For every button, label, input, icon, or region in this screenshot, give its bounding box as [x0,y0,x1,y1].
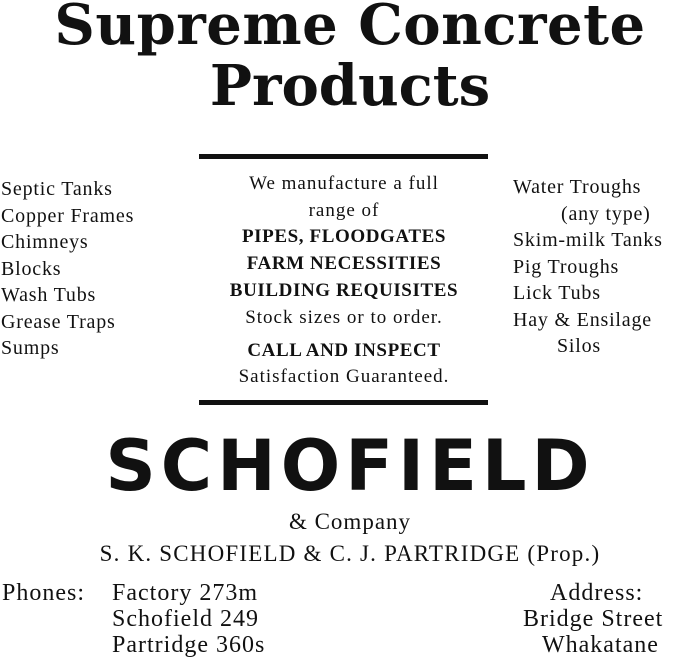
left-product-list [1,176,134,362]
address-town: Whakatane [542,632,659,658]
proprietors-line: S. K. SCHOFIELD & C. J. PARTRIDGE (Prop.) [99,541,601,566]
address-street: Bridge Street [523,606,664,632]
product-item: Hay & Ensilage [513,308,652,331]
product-item: Wash Tubs [1,284,97,306]
company-name: SCHOFIELD [105,425,595,507]
bottom-divider-rule [199,400,488,405]
headline-line-1: Supreme Concrete [54,0,646,58]
product-item: Copper Frames [1,204,135,227]
product-item: Septic Tanks [1,178,113,200]
product-item: (any type) [561,202,651,225]
intro-line-2: range of [308,200,380,221]
company-subtitle: & Company [288,509,412,534]
phone-factory: Factory 273m [112,580,258,606]
bold-line-pipes: PIPES, FLOODGATES [241,226,447,247]
address-label: Address: [550,580,644,606]
product-item: Lick Tubs [513,282,601,304]
bold-line-building: BUILDING REQUISITES [229,280,459,301]
product-item: Skim-milk Tanks [513,229,663,251]
headline-line-2: Products [209,53,491,119]
product-item: Silos [557,335,602,357]
phones-label: Phones: [2,580,86,606]
intro-line-1: We manufacture a full [249,173,439,194]
top-divider-rule [199,154,488,159]
product-item: Pig Troughs [513,255,620,278]
product-item: Water Troughs [513,176,642,198]
bold-line-farm: FARM NECESSITIES [246,253,442,274]
guarantee-line: Satisfaction Guaranteed. [238,366,450,387]
product-item: Sumps [1,337,60,359]
right-product-list [513,174,663,360]
phone-schofield: Schofield 249 [112,606,259,632]
product-item: Chimneys [1,231,89,253]
call-line: CALL AND INSPECT [247,340,441,361]
stock-line: Stock sizes or to order. [245,307,443,328]
product-item: Blocks [1,257,62,280]
product-item: Grease Traps [1,310,116,333]
phone-partridge: Partridge 360s [112,632,266,658]
